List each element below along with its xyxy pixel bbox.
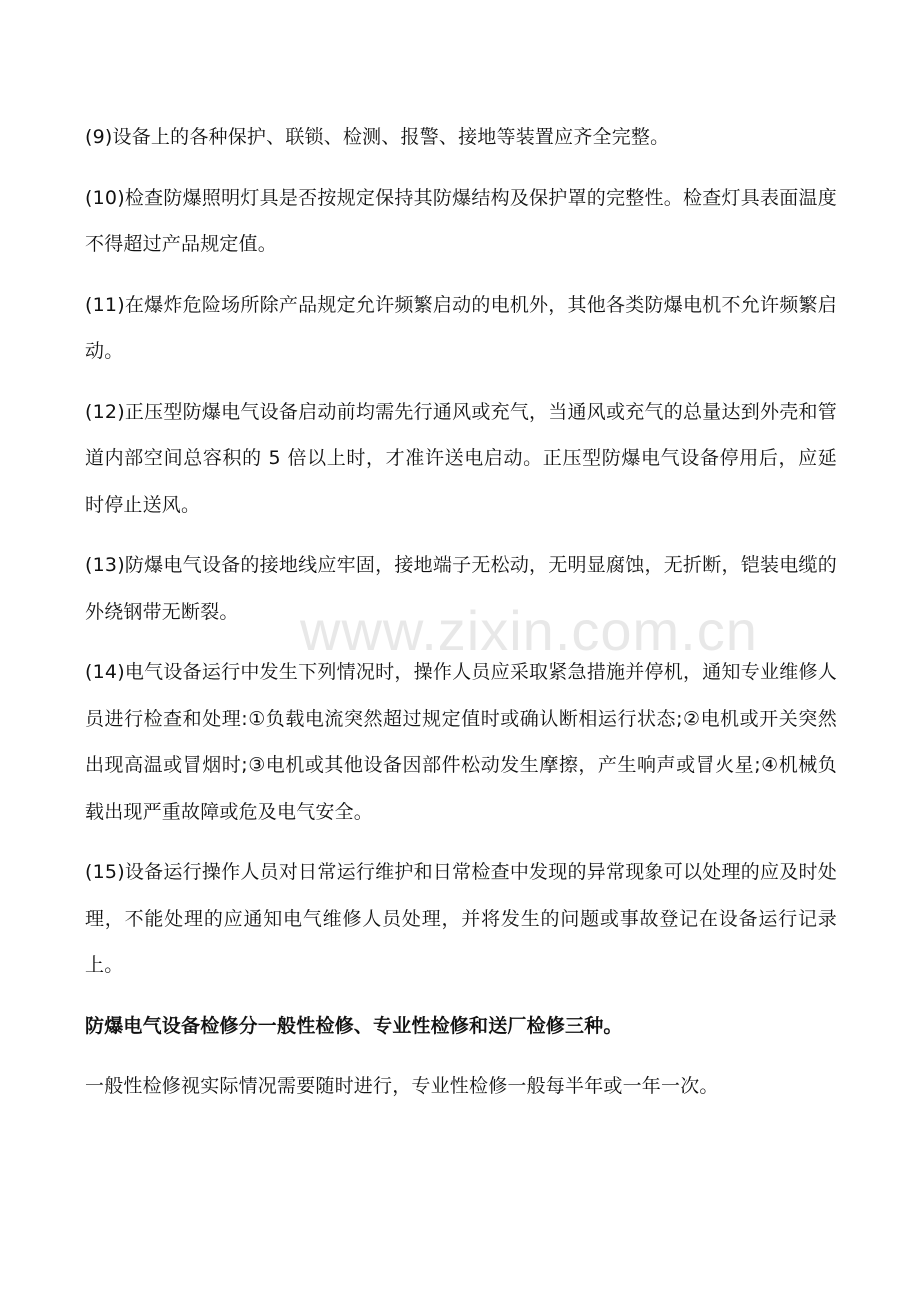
- paragraph-item-10: (10)检查防爆照明灯具是否按规定保持其防爆结构及保护罩的完整性。检查灯具表面温度不得超过产品规定值。: [85, 186, 837, 255]
- paragraph-item-13: (13)防爆电气设备的接地线应牢固，接地端子无松动，无明显腐蚀，无折断，铠装电缆的外绕钢带无断裂。: [85, 554, 837, 623]
- paragraph-item-11: (11)在爆炸危险场所除产品规定允许频繁启动的电机外，其他各类防爆电机不允许频繁启动。: [85, 293, 837, 362]
- watermark: www.zixin.com.cn: [300, 599, 758, 662]
- document-body: [85, 114, 837, 1124]
- section-heading: 防爆电气设备检修分一般性检修、专业性检修和送厂检修三种。: [85, 1014, 623, 1037]
- paragraph-item-15: (15)设备运行操作人员对日常运行维护和日常检查中发现的异常现象可以处理的应及时处理，不能处理的应通知电气维修人员处理，并将发生的问题或事故登记在设备运行记录上。: [85, 861, 837, 976]
- paragraph-closing: 一般性检修视实际情况需要随时进行，专业性检修一般每半年或一年一次。: [85, 1075, 719, 1097]
- paragraph-item-14: (14)电气设备运行中发生下列情况时，操作人员应采取紧急措施并停机，通知专业维修人员进行检查和处理:①负载电流突然超过规定值时或确认断相运行状态;②电机或开关突然出现高温或冒烟时;③电机或其他设备因部件松动发生摩擦，产生响声或冒火星;④机械负载出现严重故障或危及电气安全。: [85, 661, 837, 823]
- paragraph-item-9: (9)设备上的各种保护、联锁、检测、报警、接地等装置应齐全完整。: [85, 126, 670, 148]
- paragraph-item-12: (12)正压型防爆电气设备启动前均需先行通风或充气，当通风或充气的总量达到外壳和管道内部空间总容积的 5 倍以上时，才准许送电启动。正压型防爆电气设备停用后，应延时停止送风。: [85, 400, 837, 516]
